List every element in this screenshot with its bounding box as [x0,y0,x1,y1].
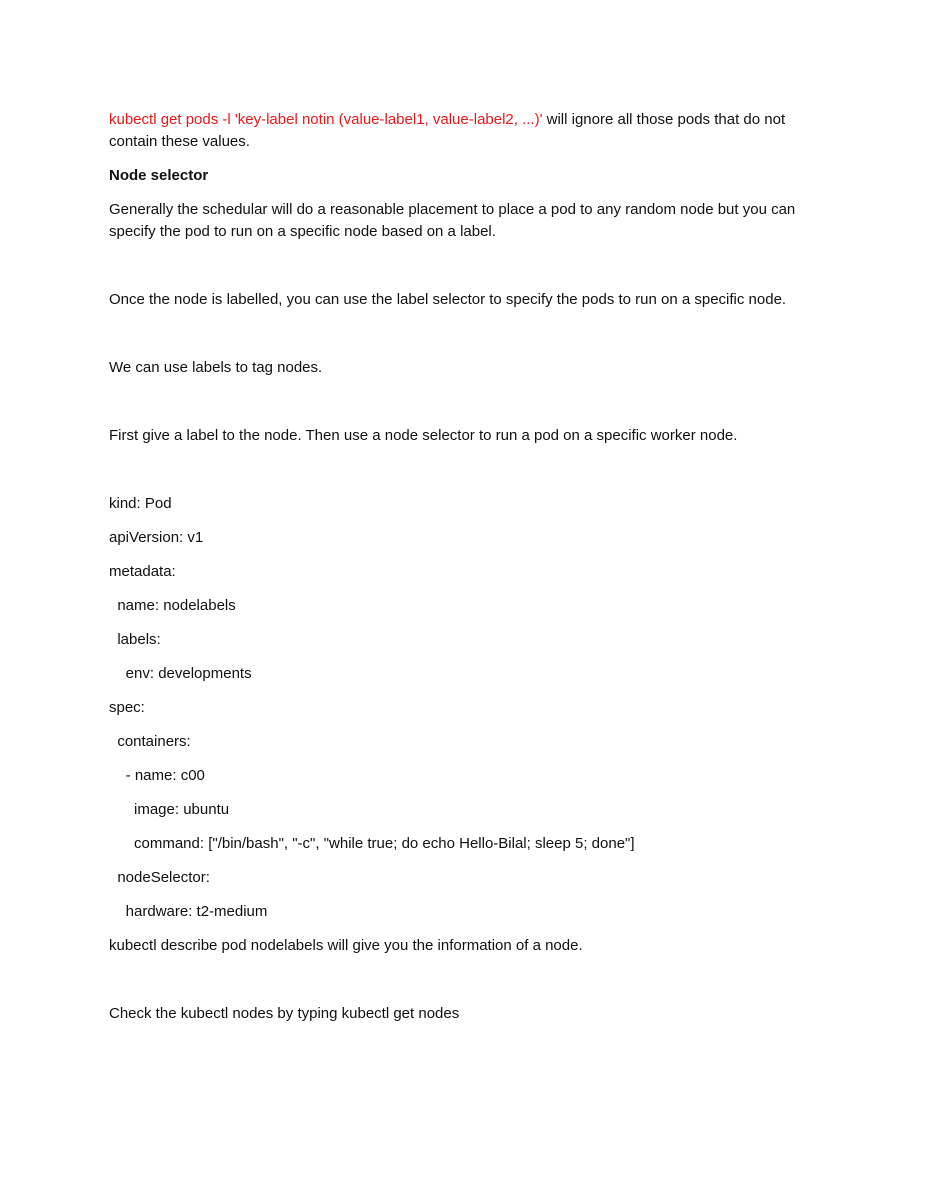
page-content [109,109,829,1025]
notin-command: kubectl get pods -l 'key-label notin (value-label1, value-label2, ...)' [109,111,543,128]
yaml-line: spec: [109,699,145,716]
section-heading: Node selector [109,167,209,184]
paragraph-first-label: First give a label to the node. Then use a node selector to run a pod on a specific worker node. [109,427,738,444]
paragraph-label-selector: Once the node is labelled, you can use the label selector to specify the pods to run on a specific node. [109,291,787,308]
yaml-line: labels: [109,631,161,648]
yaml-block [109,493,829,923]
paragraph-tag-nodes: We can use labels to tag nodes. [109,359,323,376]
paragraph-describe-pod: kubectl describe pod nodelabels will give you the information of a node. [109,937,583,954]
paragraph-schedular: Generally the schedular will do a reasonable placement to place a pod to any random node but you can specify the pod to run on a specific node based on a label. [109,201,800,240]
notin-explanation: will ignore all those pods that do not contain these values. [109,111,790,150]
yaml-line: command: ["/bin/bash", "-c", "while true; do echo Hello-Bilal; sleep 5; done"] [109,835,635,852]
yaml-line: name: nodelabels [109,597,236,614]
yaml-line: image: ubuntu [109,801,230,818]
yaml-line: - name: c00 [109,767,205,784]
yaml-line: nodeSelector: [109,869,210,886]
notin-paragraph [109,109,829,153]
paragraph-get-nodes: Check the kubectl nodes by typing kubectl get nodes [109,1005,460,1022]
yaml-line: metadata: [109,563,176,580]
yaml-line: apiVersion: v1 [109,529,204,546]
yaml-line: env: developments [109,665,252,682]
yaml-line: hardware: t2-medium [109,903,268,920]
yaml-line: kind: Pod [109,495,172,512]
yaml-line: containers: [109,733,191,750]
